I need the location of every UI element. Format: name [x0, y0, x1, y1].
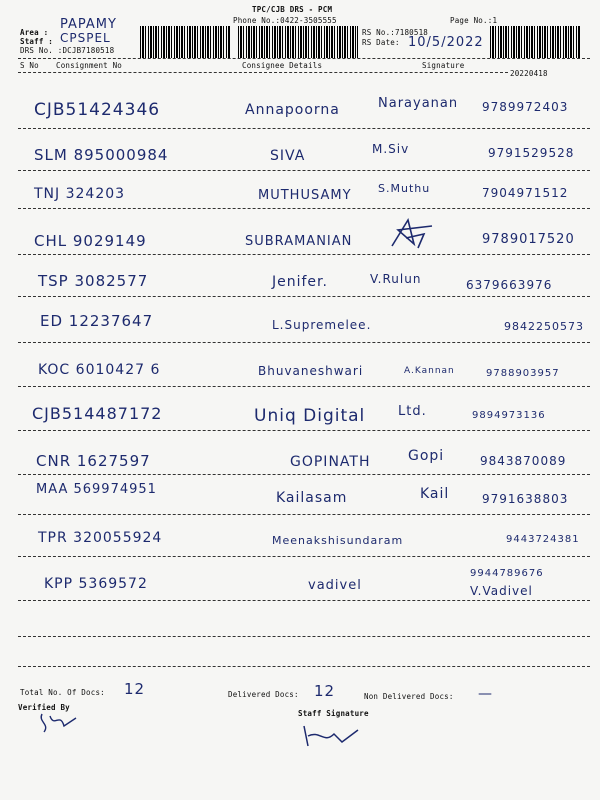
receiver-phone: 9843870089 [480, 454, 567, 468]
non-delivered-value: — [478, 686, 493, 702]
receiver-signature: Kail [420, 486, 450, 502]
list-item [0, 96, 600, 140]
header-divider [18, 58, 590, 59]
barcode-center [238, 26, 358, 58]
receiver-signature: Ltd. [398, 404, 427, 419]
consignment-number: SLM 895000984 [34, 146, 169, 164]
consignment-number: KPP 5369572 [44, 576, 148, 592]
row-divider [18, 296, 590, 297]
staff-value: CPSPEL [60, 31, 111, 45]
receiver-phone: 9791529528 [488, 146, 575, 160]
list-item [0, 404, 600, 444]
receiver-signature: V.Vadivel [470, 584, 533, 598]
list-item [0, 272, 600, 312]
receiver-phone: 9842250573 [504, 320, 584, 333]
row-divider [18, 514, 590, 515]
consignee-name: L.Supremelee. [272, 318, 372, 332]
barcode-left [140, 26, 230, 58]
report-title: TPC/CJB DRS - PCM [252, 5, 333, 14]
col-consignment: Consignment No [56, 61, 123, 70]
row-divider [18, 208, 590, 209]
consignee-name: SIVA [270, 148, 306, 164]
consignee-name: SUBRAMANIAN [245, 234, 353, 249]
receiver-signature: Gopi [408, 448, 445, 464]
list-item [0, 530, 600, 570]
consignee-name: MUTHUSAMY [258, 188, 352, 203]
consignment-number: ED 12237647 [40, 312, 154, 330]
receiver-phone: 7904971512 [482, 186, 569, 200]
row-divider [18, 342, 590, 343]
staff-signature [300, 722, 362, 750]
signature-scribble [388, 216, 440, 252]
list-item [0, 142, 600, 186]
receiver-signature: V.Rulun [370, 272, 422, 286]
consignee-name: Annapoorna [245, 102, 340, 118]
consignment-number: CJB51424346 [34, 100, 161, 120]
consignment-number: TSP 3082577 [38, 272, 149, 290]
consignee-name: Meenakshisundaram [272, 534, 404, 547]
receiver-signature: M.Siv [372, 142, 410, 156]
consignee-name: GOPINATH [290, 454, 371, 470]
row-divider [18, 128, 590, 129]
receiver-phone: 9788903957 [486, 368, 560, 379]
list-item [0, 482, 600, 522]
receiver-phone: 6379663976 [466, 278, 553, 292]
receiver-phone: 9791638803 [482, 492, 569, 506]
delivered-docs-value: 12 [314, 682, 336, 700]
consignment-number: CNR 1627597 [36, 452, 151, 470]
rs-number: RS No.:7180518 [362, 28, 429, 37]
col-signature: Signature [422, 61, 465, 70]
page-number: Page No.:1 [450, 16, 498, 25]
area-value: PAPAMY [60, 17, 117, 32]
staff-signature-label: Staff Signature [298, 709, 369, 718]
row-divider [18, 636, 590, 637]
consignment-number: CHL 9029149 [34, 232, 147, 250]
consignment-number: KOC 6010427 6 [38, 362, 161, 378]
row-divider [18, 386, 590, 387]
receiver-phone: 9894973136 [472, 410, 546, 421]
list-item [0, 182, 600, 226]
row-divider [18, 556, 590, 557]
receiver-signature: Narayanan [378, 96, 459, 111]
row-divider [18, 254, 590, 255]
rs-date-value: 10/5/2022 [408, 35, 484, 50]
verified-by-label: Verified By [18, 703, 70, 712]
receiver-phone: 9789017520 [482, 232, 575, 247]
row-divider [18, 430, 590, 431]
list-item [0, 568, 600, 616]
delivered-docs-label: Delivered Docs: [228, 690, 299, 699]
receiver-phone: 9944789676 [470, 568, 544, 579]
consignee-name: Uniq Digital [254, 406, 366, 426]
drs-number: DRS No. :DCJB7180518 [20, 46, 115, 55]
row-divider [18, 170, 590, 171]
phone-number: Phone No.:0422-3505555 [233, 16, 337, 25]
consignee-name: Jenifer. [272, 274, 328, 290]
consignment-number: TPR 320055924 [38, 530, 163, 546]
consignee-name: Kailasam [276, 490, 348, 506]
verifier-signature [36, 706, 82, 736]
consignment-number: CJB514487172 [32, 404, 163, 423]
barcode-right [490, 26, 580, 58]
consignment-number: MAA 569974951 [36, 482, 157, 497]
list-item [0, 312, 600, 352]
receiver-phone: 9443724381 [506, 534, 580, 545]
row-divider [18, 600, 590, 601]
non-delivered-label: Non Delivered Docs: [364, 692, 454, 701]
consignment-number: TNJ 324203 [34, 186, 126, 202]
rs-date-label: RS Date: [362, 38, 400, 47]
row-divider [18, 666, 590, 667]
receiver-signature: S.Muthu [378, 182, 431, 195]
col-consignee: Consignee Details [242, 61, 323, 70]
receiver-signature: A.Kannan [404, 366, 455, 376]
consignee-name: Bhuvaneshwari [258, 364, 364, 378]
list-item [0, 362, 600, 402]
date-code: 20220418 [510, 69, 548, 78]
total-docs-value: 12 [124, 680, 146, 698]
total-docs-label: Total No. Of Docs: [20, 688, 105, 697]
column-divider [18, 72, 508, 73]
consignee-name: vadivel [308, 578, 362, 593]
staff-label: Staff : [20, 37, 54, 46]
col-sno: S No [20, 61, 39, 70]
list-item [0, 232, 600, 272]
area-label: Area : [20, 28, 49, 37]
row-divider [18, 474, 590, 475]
receiver-phone: 9789972403 [482, 100, 569, 114]
